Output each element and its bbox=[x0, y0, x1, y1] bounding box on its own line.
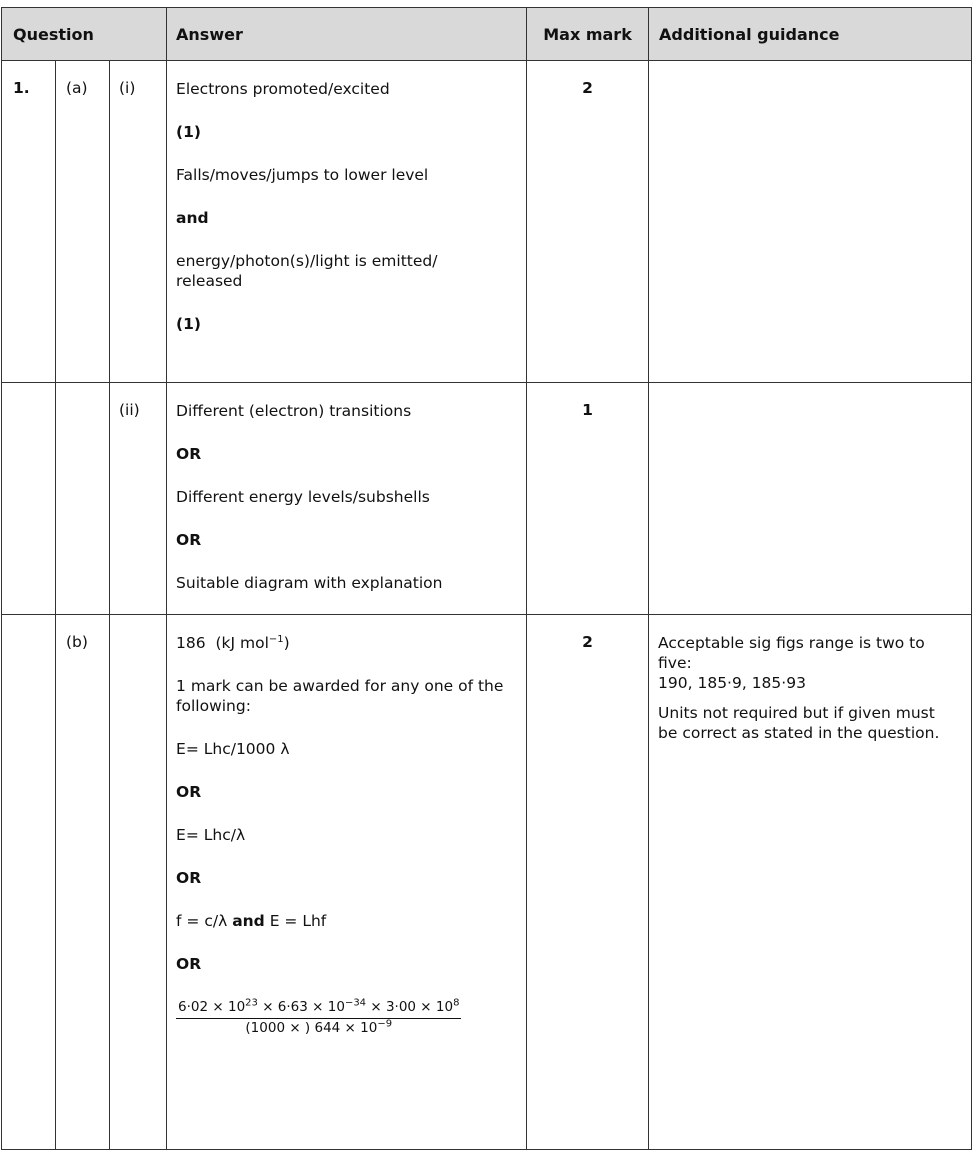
answer-line: Different (electron) transitions bbox=[176, 402, 412, 420]
formula-part: E = Lhf bbox=[264, 912, 327, 930]
unit-close: ) bbox=[283, 634, 290, 652]
max-mark-cell: 1 bbox=[527, 383, 649, 615]
answer-line: Suitable diagram with explanation bbox=[176, 574, 443, 592]
answer-connector: and bbox=[176, 209, 209, 227]
unit-text: (kJ mol bbox=[215, 634, 269, 652]
mark-indicator: (1) bbox=[176, 123, 201, 141]
question-part: (a) bbox=[56, 61, 110, 383]
den-part: (1000 × ) 644 × 10 bbox=[245, 1020, 378, 1036]
question-part-empty bbox=[56, 383, 110, 615]
question-subpart-empty bbox=[110, 615, 167, 1150]
table-row bbox=[2, 61, 972, 383]
header-question: Question bbox=[2, 8, 167, 61]
question-part: (b) bbox=[56, 615, 110, 1150]
marking-table bbox=[1, 7, 972, 1150]
question-number: 1. bbox=[2, 61, 56, 383]
answer-unit bbox=[215, 634, 289, 652]
answer-line: Electrons promoted/excited bbox=[176, 80, 390, 98]
guidance-cell bbox=[649, 61, 972, 383]
answer-connector: OR bbox=[176, 955, 202, 973]
header-guidance: Additional guidance bbox=[649, 8, 972, 61]
unit-exponent: −1 bbox=[268, 633, 284, 645]
header-row bbox=[2, 8, 972, 61]
mark-indicator: (1) bbox=[176, 315, 201, 333]
answer-line: Different energy levels/subshells bbox=[176, 488, 430, 506]
formula-line bbox=[176, 911, 518, 931]
answer-line: 1 mark can be awarded for any one of the following: bbox=[176, 677, 504, 715]
fraction-numerator bbox=[176, 999, 461, 1019]
guidance-cell bbox=[649, 383, 972, 615]
answer-connector: OR bbox=[176, 783, 202, 801]
num-part: × 3·00 × 10 bbox=[366, 999, 454, 1015]
table-row bbox=[2, 615, 972, 1150]
guidance-cell bbox=[649, 615, 972, 1150]
answer-line: energy/photon(s)/light is emitted/ released bbox=[176, 252, 438, 290]
header-max-mark: Max mark bbox=[527, 8, 649, 61]
guidance-text: Units not required but if given must be correct as stated in the question. bbox=[658, 704, 940, 742]
max-mark-cell: 2 bbox=[527, 615, 649, 1150]
answer-cell bbox=[167, 615, 527, 1150]
max-mark-cell: 2 bbox=[527, 61, 649, 383]
fraction-denominator bbox=[176, 1019, 461, 1037]
guidance-text: 190, 185·9, 185·93 bbox=[658, 674, 806, 692]
answer-connector: OR bbox=[176, 445, 202, 463]
num-part: × 6·63 × 10 bbox=[257, 999, 345, 1015]
answer-value bbox=[176, 633, 518, 653]
num-part: 6·02 × 10 bbox=[178, 999, 246, 1015]
answer-cell bbox=[167, 383, 527, 615]
formula-line: E= Lhc/λ bbox=[176, 826, 246, 844]
header-answer: Answer bbox=[167, 8, 527, 61]
formula-line: E= Lhc/1000 λ bbox=[176, 740, 290, 758]
answer-connector: OR bbox=[176, 869, 202, 887]
num-exponent: 23 bbox=[245, 997, 258, 1009]
den-exponent: −9 bbox=[377, 1018, 393, 1030]
question-subpart: (ii) bbox=[110, 383, 167, 615]
answer-cell bbox=[167, 61, 527, 383]
question-number-empty bbox=[2, 615, 56, 1150]
question-subpart: (i) bbox=[110, 61, 167, 383]
formula-connector: and bbox=[232, 912, 265, 930]
guidance-text: Acceptable sig figs range is two to five: bbox=[658, 634, 925, 672]
answer-connector: OR bbox=[176, 531, 202, 549]
answer-line: Falls/moves/jumps to lower level bbox=[176, 166, 429, 184]
num-exponent: 8 bbox=[453, 997, 460, 1009]
question-number-empty bbox=[2, 383, 56, 615]
answer-number: 186 bbox=[176, 634, 206, 652]
table-row bbox=[2, 383, 972, 615]
formula-part: f = c/λ bbox=[176, 912, 233, 930]
calculation-fraction bbox=[176, 999, 461, 1037]
num-exponent: −34 bbox=[344, 997, 367, 1009]
